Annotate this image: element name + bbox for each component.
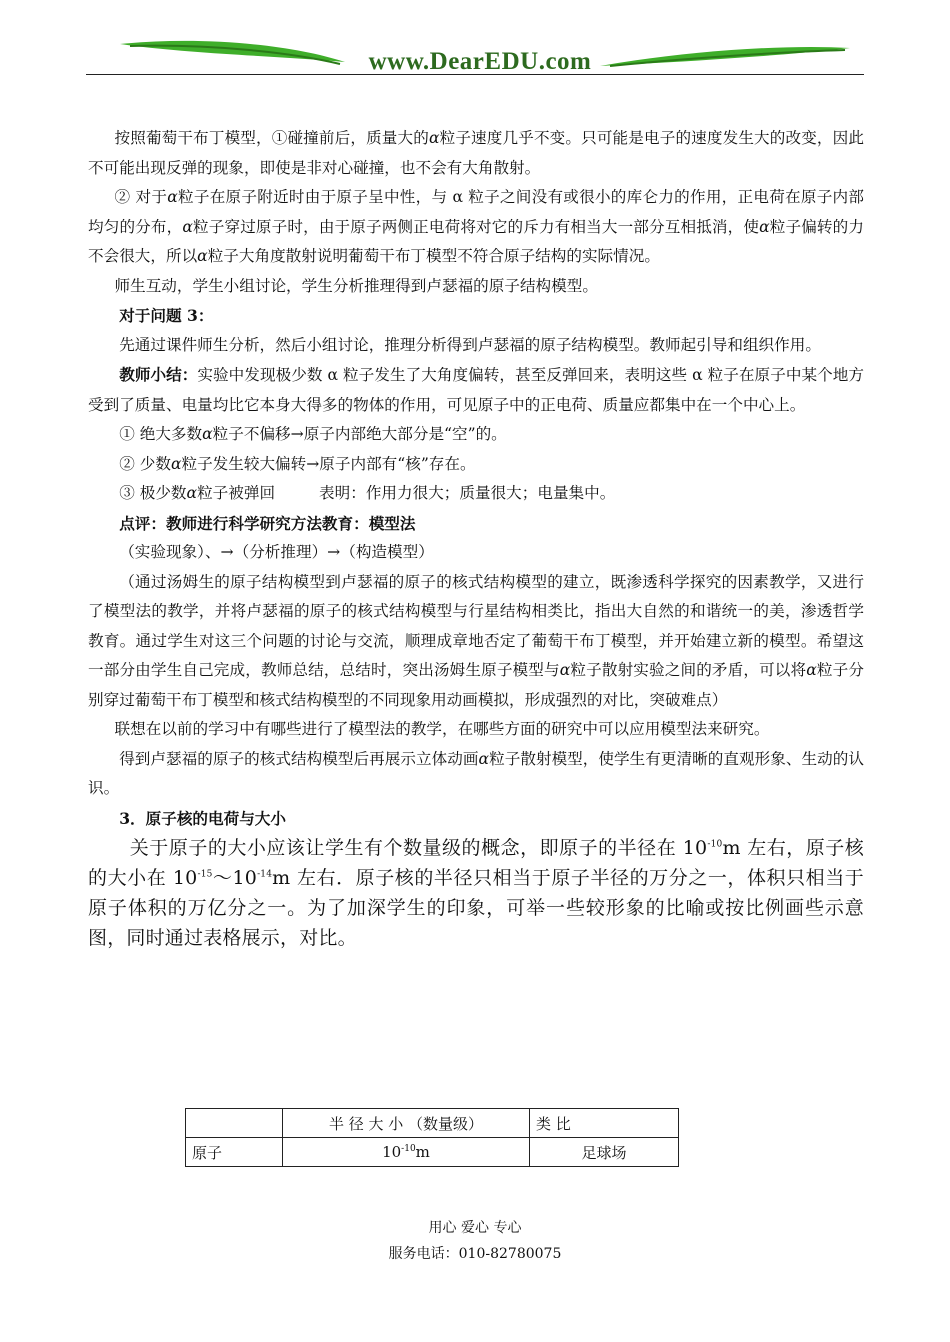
footer-phone: 服务电话：010-82780075 [388,1246,562,1262]
table-header-row [186,1109,679,1138]
table-row [186,1138,679,1167]
method-flow: （实验现象）、→（分析推理）→（构造模型） [119,543,434,561]
section-3-heading: 3．原子核的电荷与大小 [119,808,286,828]
list-item-1: ① 绝大多数α粒子不偏移→原子内部绝大部分是“空”的。 [119,425,507,443]
teacher-summary: 教师小结：实验中发现极少数 α 粒子发生了大角度偏转，甚至反弹回来，表明这些 α 粒子在原子中某个地方受到了质量、电量均比它本身大得多的物体的作用，可见原子中的正电荷、质量应都集中在一个中心上。 [88,365,864,414]
table-header-cell [186,1109,283,1138]
site-logo-text[interactable]: www.DearEDU.com [368,48,592,75]
table-cell-name: 原子 [186,1138,283,1167]
table-header-cell: 半 径 大 小 （数量级） [283,1109,530,1138]
paragraph-7: 得到卢瑟福的原子的核式结构模型后再展示立体动画α粒子散射模型，使学生有更清晰的直观形象、生动的认识。 [88,749,864,797]
summary-label: 教师小结： [119,365,198,384]
table-cell-radius: $10^{-10}m$ [283,1138,530,1167]
paragraph-6: 联想在以前的学习中有哪些进行了模型法的教学，在哪些方面的研究中可以应用模型法来研究。 [114,720,770,738]
paragraph-4: 先通过课件师生分析，然后小组讨论，推理分析得到卢瑟福的原子结构模型。教师起引导和组织作用。 [119,335,821,354]
review-heading: 点评：教师进行科学研究方法教育：模型法 [119,513,416,533]
footer-slogan: 用心 爱心 专心 [428,1220,522,1236]
question-3-heading: 对于问题 3： [119,306,214,325]
list-item-2: ② 少数α粒子发生较大偏转→原子内部有“核”存在。 [119,454,476,473]
table-header-cell: 类 比 [530,1109,679,1138]
page-header [0,0,950,90]
comparison-table [185,1108,679,1167]
paragraph-3: 师生互动，学生小组讨论，学生分析推理得到卢瑟福的原子结构模型。 [114,276,598,295]
leaf-swoosh-logo [0,0,950,90]
paragraph-1: 按照葡萄干布丁模型，①碰撞前后，质量大的α粒子速度几乎不变。只可能是电子的速度发生大的改变，因此不可能出现反弹的现象，即使是非对心碰撞，也不会有大角散射。 [88,129,864,177]
paragraph-5: （通过汤姆生的原子结构模型到卢瑟福的原子的核式结构模型的建立，既渗透科学探究的因素教学，又进行了模型法的教学，并将卢瑟福的原子的核式结构模型与行星结构相类比，指出大自然的和谐统一的美，渗透哲学教育。通过学生对这三个问题的讨论与交流，顺理成章地否定了葡萄干布丁模型，并开始建立新的模型。希望这一部分由学生自己完成，教师总结，总结时，突出汤姆生原子模型与α粒子散射实验之间的矛盾，可以将α粒子分别穿过葡萄干布丁模型和核式结构模型的不同现象用动画模拟，形成强烈的对比，突破难点） [88,572,864,709]
header-rule [86,74,864,75]
list-item-3: ③ 极少数α粒子被弹回 表明：作用力很大；质量很大；电量集中。 [119,484,616,502]
size-paragraph: 关于原子的大小应该让学生有个数量级的概念，即原子的半径在 $10^{-10}m$ 左右，原子核的大小在 $10^{-15}\sim 10^{-14}m$ 左右．原子核的半径只相当于原子半径的万分之一，体积只相当于原子体积的万亿分之一。为了加深学生的印象，可举一些较形象的比喻或按比例画些示意图，同时通过表格展示，对比。 [88,837,864,949]
document-body [88,124,864,953]
page-footer [0,1215,950,1267]
paragraph-2: ② 对于α粒子在原子附近时由于原子呈中性，与 α 粒子之间没有或很小的库仑力的作用，正电荷在原子内部均匀的分布，α粒子穿过原子时，由于原子两侧正电荷将对它的斥力有相当大一部分互相抵消，使α粒子偏转的力不会很大，所以α粒子大角度散射说明葡萄干布丁模型不符合原子结构的实际情况。 [88,188,864,265]
table-cell-analogy: 足球场 [530,1138,679,1167]
